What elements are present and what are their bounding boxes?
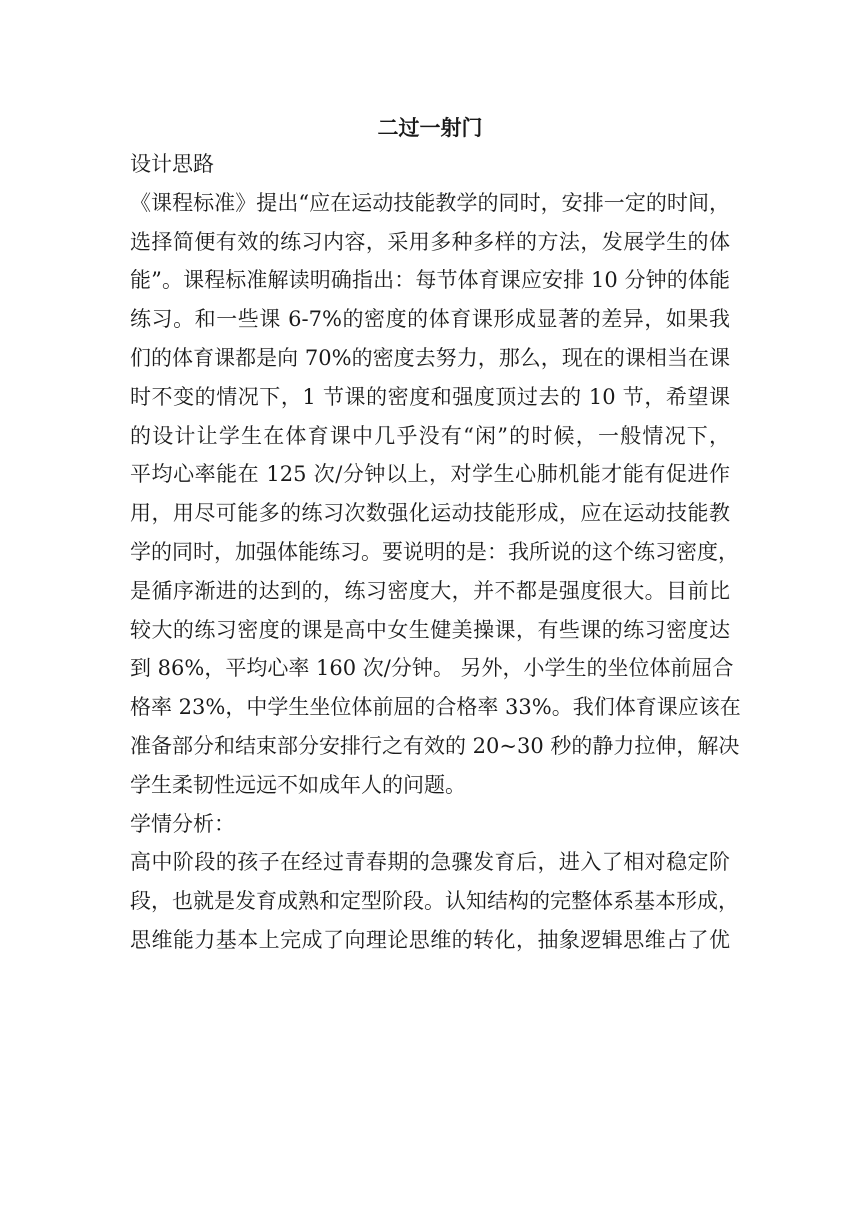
paragraph-line: 高中阶段的孩子在经过青春期的急骤发育后，进入了相对稳定阶	[130, 850, 730, 875]
section-heading-analysis: 学情分析：	[130, 811, 235, 836]
paragraph-line: 选择简便有效的练习内容，采用多种多样的方法，发展学生的体	[130, 229, 730, 254]
document-title: 二过一射门	[377, 115, 483, 140]
paragraph-line: 们的体育课都是向 70%的密度去努力，那么，现在的课相当在课	[130, 345, 730, 370]
paragraph-line: 平均心率能在 125 次/分钟以上，对学生心肺机能才能有促进作	[130, 462, 730, 487]
paragraph-line: 时不变的情况下，1 节课的密度和强度顶过去的 10 节，希望课	[130, 384, 730, 409]
paragraph-line: 的设计让学生在体育课中几乎没有“闲”的时候，一般情况下，	[130, 423, 730, 448]
paragraph-line: 能”。课程标准解读明确指出：每节体育课应安排 10 分钟的体能	[130, 268, 730, 293]
paragraph-line: 学生柔韧性远远不如成年人的问题。	[130, 772, 466, 797]
section-heading-design: 设计思路	[130, 152, 214, 176]
paragraph-line: 是循序渐进的达到的，练习密度大，并不都是强度很大。目前比	[130, 578, 730, 603]
paragraph-line: 《课程标准》提出“应在运动技能教学的同时，安排一定的时间，	[130, 190, 730, 215]
paragraph-line: 练习。和一些课 6-7%的密度的体育课形成显著的差异，如果我	[130, 307, 730, 332]
paragraph-line: 用，用尽可能多的练习次数强化运动技能形成，应在运动技能教	[130, 501, 730, 526]
paragraph-line: 准备部分和结束部分安排行之有效的 20~30 秒的静力拉伸，解决	[130, 733, 740, 758]
paragraph-line: 格率 23%，中学生坐位体前屈的合格率 33%。我们体育课应该在	[130, 695, 741, 720]
paragraph-line: 思维能力基本上完成了向理论思维的转化，抽象逻辑思维占了优	[130, 927, 730, 952]
document-body	[130, 145, 741, 960]
paragraph-line: 到 86%，平均心率 160 次/分钟。 另外，小学生的坐位体前屈合	[130, 656, 734, 681]
paragraph-line: 学的同时，加强体能练习。要说明的是：我所说的这个练习密度，	[130, 539, 739, 564]
paragraph-line: 段，也就是发育成熟和定型阶段。认知结构的完整体系基本形成，	[130, 889, 739, 914]
paragraph-line: 较大的练习密度的课是高中女生健美操课，有些课的练习密度达	[130, 617, 730, 642]
